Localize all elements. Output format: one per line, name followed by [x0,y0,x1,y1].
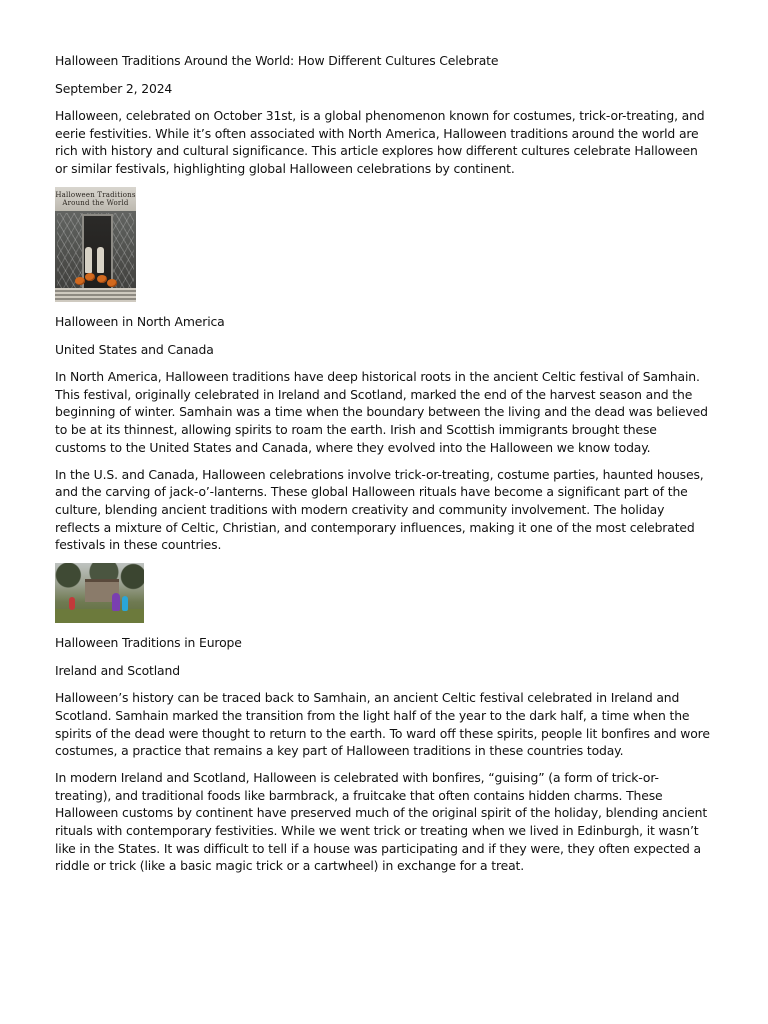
porch-steps [55,288,136,302]
europe-paragraph-1: Halloween’s history can be traced back to Samhain, an ancient Celtic festival celebrated in Ireland and Scotland. Samhain marked the transition from the light half of the year to the dark half, a time when the spirits of the dead were thought to return to the earth. To ward off these spirits, people lit bonfires and wore costumes, a practice that remains a key part of Halloween traditions in these countries today. [55,690,710,759]
intro-paragraph: Halloween, celebrated on October 31st, is a global phenomenon known for costumes, trick-or-treating, and eerie festivities. While it’s often associated with North America, Halloween traditions around the world are rich with history and cultural significance. This article explores how different cultures celebrate Halloween or similar festivals, highlighting global Halloween celebrations by continent. [55,108,705,176]
image-title-line-2: Around the World [62,199,129,208]
subheading-ireland-scotland: Ireland and Scotland [55,662,180,678]
skeleton-figure [85,247,92,273]
document-page [55,52,711,884]
lawn [55,609,144,623]
article-date: September 2, 2024 [55,80,173,96]
trick-or-treat-yard-image [55,563,144,623]
north-america-paragraph-2: In the U.S. and Canada, Halloween celebrations involve trick-or-treating, costume parties, haunted houses, and the carving of jack-o’-lanterns. These global Halloween rituals have become a significant part of the culture, blending ancient traditions with modern creativity and community involvement. The holiday reflects a mixture of Celtic, Christian, and contemporary influences, making it one of the most celebrated festivals in these countries. [55,466,704,553]
costumed-child [122,596,128,611]
north-america-paragraph-1: In North America, Halloween traditions have deep historical roots in the ancient Celtic festival of Samhain. This festival, originally celebrated in Ireland and Scotland, marked the end of the harvest season and the beginning of winter. Samhain was a time when the boundary between the living and the dead was believed to be at its thinnest, allowing spirits to roam the earth. Irish and Scottish immigrants brought these customs to the United States and Canada, where they evolved into the Halloween we know today. [55,369,708,455]
article-title: Halloween Traditions Around the World: How Different Cultures Celebrate [55,53,499,68]
costumed-child [69,597,75,610]
image-title-line-1: Halloween Traditions [55,191,136,200]
section-heading-north-america: Halloween in North America [55,314,225,330]
skeleton-figure [97,247,104,273]
costumed-child [112,593,120,611]
image-title-band [55,187,136,211]
europe-paragraph-2: In modern Ireland and Scotland, Halloween is celebrated with bonfires, “guising” (a form of trick-or-treating), and traditional foods like barmbrack, a fruitcake that often contains hidden charms. These Halloween customs by continent have preserved much of the original spirit of the holiday, blending ancient rituals with contemporary festivities. While we went trick or treating when we lived in Edinburgh, it wasn’t like in the States. It was difficult to tell if a house was participating and if they were, they often expected a riddle or trick (like a basic magic trick or a cartwheel) in exchange for a treat. [55,770,708,874]
halloween-doorway-image [55,187,136,302]
subheading-us-canada: United States and Canada [55,341,214,357]
section-heading-europe: Halloween Traditions in Europe [55,635,242,651]
